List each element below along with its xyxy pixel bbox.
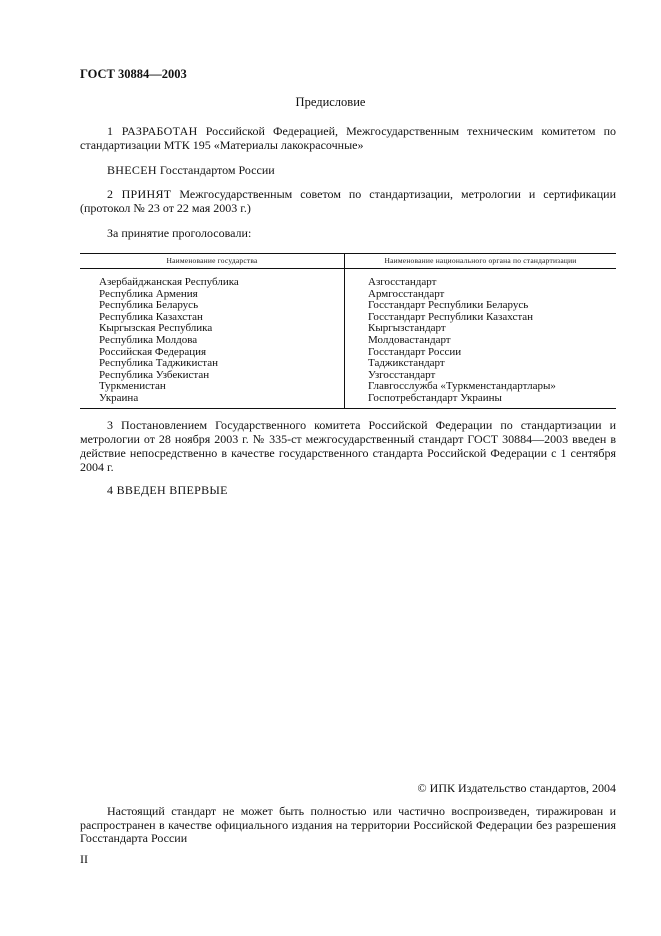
copyright-line: © ИПК Издательство стандартов, 2004 [417,781,616,795]
state-cell: Республика Беларусь [99,299,199,312]
state-cell: Республика Молдова [99,333,198,346]
column-header-body: Наименование национального органа по стандартизации [345,254,617,269]
state-cell: Российская Федерация [99,345,207,358]
state-cell: Республика Таджикистан [99,357,218,370]
state-cell: Кыргызская Республика [99,322,213,335]
body-cell: Главгосслужба «Туркменстандартлары» [368,380,556,393]
adopted-paragraph [80,187,616,215]
body-cell: Госстандарт Республики Казахстан [368,310,534,323]
state-cell: Республика Казахстан [99,310,203,323]
developed-text: Российской Федерацией, Межгосударственным техническим комитетом по стандартизации МТК 195 «Материалы лакокрасочные» [80,124,617,152]
state-cell: Туркменистан [99,380,166,393]
adopted-text: Межгосударственным советом по стандартизации, метрологии и сертификации (протокол № 23 от 22 мая 2003 г.) [80,187,617,215]
reproduction-notice: Настоящий стандарт не может быть полностью или частично воспроизведен, тиражирован и распространен в качестве официального издания на территории Российской Федерации без разрешения Госстандарта России [80,804,616,845]
body-cell: Госстандарт Республики Беларусь [368,299,529,312]
voting-table [80,253,616,409]
body-list [345,269,617,409]
state-cell: Республика Армения [99,287,198,300]
table-header-row [80,254,616,269]
developed-paragraph [80,124,616,152]
state-cell: Республика Узбекистан [99,368,210,381]
body-cell: Молдовастандарт [368,333,451,346]
introduced-paragraph [107,163,275,178]
developed-prefix: 1 РАЗРАБОТАН [107,124,198,138]
adopted-prefix: 2 ПРИНЯТ [107,187,172,201]
first-time-paragraph: 4 ВВЕДЕН ВПЕРВЫЕ [107,483,228,497]
state-cell: Азербайджанская Республика [99,276,239,288]
body-cell: Азгосстандарт [368,276,437,288]
body-cell: Госстандарт России [368,345,462,358]
decree-paragraph: 3 Постановлением Государственного комитета Российской Федерации по стандартизации и метрологии от 28 ноября 2003 г. № 335-ст межгосударственный стандарт ГОСТ 30884—2003 введен в действие непосредственно в качестве государственного стандарта Российской Федерации с 1 сентября 2004 г. [80,418,616,474]
column-header-state: Наименование государства [80,254,345,269]
voted-label: За принятие проголосовали: [107,226,252,240]
introduced-prefix: ВНЕСЕН [107,163,157,177]
body-cell: Армгосстандарт [368,287,445,300]
body-cell: Узгосстандарт [368,368,436,381]
state-cell: Украина [99,391,139,404]
body-cell: Госпотребстандарт Украины [368,391,502,404]
state-list [80,269,345,409]
body-cell: Кыргызстандарт [368,322,446,335]
page-number: II [80,852,88,866]
body-cell: Таджикстандарт [368,357,445,370]
table-body-row [80,269,616,409]
introduced-text: Госстандартом России [156,163,275,177]
page-title: Предисловие [295,95,366,109]
document-header: ГОСТ 30884—2003 [80,67,187,81]
